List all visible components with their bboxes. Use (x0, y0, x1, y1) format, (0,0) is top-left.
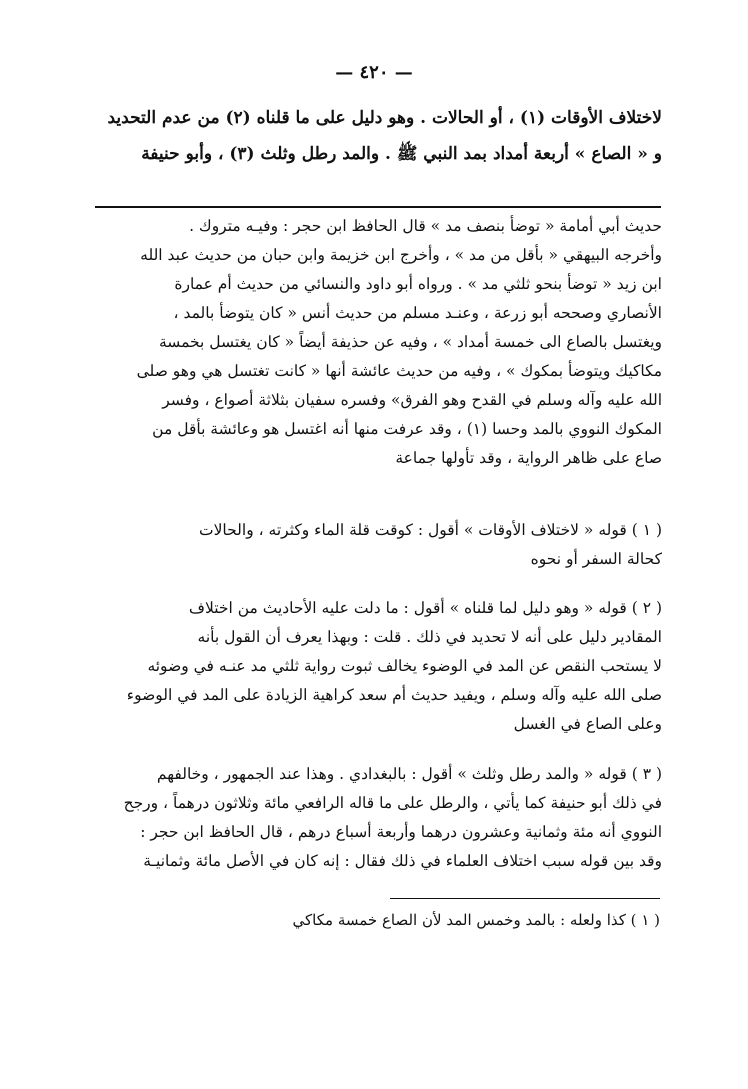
commentary-line: ويغتسل بالصاع الى خمسة أمداد » ، وفيه عن حذيفة أيضاً « كان يغتسل بخمسة (158, 333, 662, 351)
note-line: النووي أنه مئة وثمانية وعشرون درهما وأربعة أسباع درهم ، قال الحافظ ابن حجر : (140, 823, 662, 841)
commentary-line: مكاكيك ويتوضأ بمكوك » ، وفيه من حديث عائشة أنها « كانت تغتسل هي وهو صلى (136, 362, 662, 380)
main-text-line: و « الصاع » أربعة أمداد بمد النبي ﷺ . والمد رطل وثلث (٣) ، وأبو حنيفة (141, 144, 662, 164)
main-text-line: لاختلاف الأوقات (١) ، أو الحالات . وهو دليل على ما قلناه (٢) من عدم التحديد (107, 108, 662, 128)
commentary-line: الأنصاري وصححه أبو زرعة ، وعنـد مسلم من حديث أنس « كان يتوضأ بالمد ، (173, 304, 662, 322)
note-line: ( ١ ) قوله « لاختلاف الأوقات » أقول : كوقت قلة الماء وكثرته ، والحالات (199, 521, 662, 539)
page-number: — ٤٢٠ — (335, 62, 413, 83)
section-divider (95, 206, 661, 208)
footnote-divider (390, 898, 660, 899)
note-line: كحالة السفر أو نحوه (530, 550, 662, 568)
main-text (92, 100, 662, 172)
commentary-line: حديث أبي أمامة « توضأ بنصف مد » قال الحافظ ابن حجر : وفيـه متروك . (189, 217, 662, 235)
note-line: في ذلك أبو حنيفة كما يأتي ، والرطل على ما قاله الرافعي مائة وثلاثون درهماً ، ورجح (123, 794, 662, 812)
commentary-line: الله عليه وآله وسلم في القدح وهو الفرق» وفسره سفيان بثلاثة أصواع ، وفسر (162, 391, 662, 409)
commentary-line: ابن زيد « توضأ بنحو ثلثي مد » . ورواه أبو داود والنسائي من حديث أم عمارة (174, 275, 662, 293)
note-line: لا يستحب النقص عن المد في الوضوء يخالف ثبوت رواية ثلثي مد عنـه في وضوئه (147, 657, 662, 675)
commentary-line: وأخرجه البيهقي « بأقل من مد » ، وأخرج ابن خزيمة وابن حبان من حديث عبد الله (140, 246, 662, 264)
commentary-block (92, 212, 662, 473)
footnote: ( ١ ) كذا ولعله : بالمد وخمس المد لأن الصاع خمسة مكاكي (292, 911, 660, 929)
note-line: المقادير دليل على أنه لا تحديد في ذلك . قلت : وبهذا يعرف أن القول بأنه (197, 628, 662, 646)
note-line: ( ٢ ) قوله « وهو دليل لما قلناه » أقول : ما دلت عليه الأحاديث من اختلاف (188, 599, 662, 617)
note-line: وقد بين قوله سبب اختلاف العلماء في ذلك فقال : إنه كان في الأصل مائة وثمانيـة (143, 852, 662, 870)
commentary-line: المكوك النووي بالمد وحسا (١) ، وقد عرفت منها أنه اغتسل هو وعائشة بأقل من (152, 420, 662, 438)
note-line: صلى الله عليه وآله وسلم ، ويفيد حديث أم سعد كراهية الزيادة على المد في الوضوء (126, 686, 662, 704)
note-line: ( ٣ ) قوله « والمد رطل وثلث » أقول : بالبغدادي . وهذا عند الجمهور ، وخالفهم (156, 765, 662, 783)
note-3 (92, 760, 662, 876)
note-1 (92, 516, 662, 574)
note-2 (92, 594, 662, 739)
commentary-line: صاع على ظاهر الرواية ، وقد تأولها جماعة (395, 449, 662, 467)
note-line: وعلى الصاع في الغسل (513, 715, 662, 733)
